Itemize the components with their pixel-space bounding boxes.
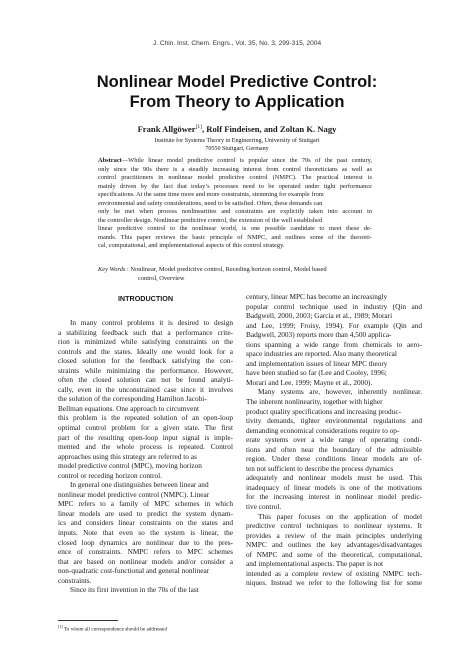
body-text-line: Bellman equations. One approach to circumvent (58, 403, 200, 413)
body-text-line: a stabilizing feedback such that a performance crite- (58, 327, 233, 337)
body-text-line: model predictive control (MPC), moving horizon (58, 461, 202, 471)
title-line-1: Nonlinear Model Predictive Control: (96, 73, 378, 91)
body-text-line: Since its first invention in the 70s of the last (70, 585, 199, 595)
body-text-line: of NMPC and some of the theoretical, computational, (246, 549, 422, 559)
body-text-line: popular control technique used in industry (Qin and (246, 301, 422, 311)
body-text-line: century, linear MPC has become an increasingly (246, 292, 388, 301)
body-text-line: Many systems are, however, inherently nonlinear. (258, 387, 422, 397)
abstract (98, 157, 372, 251)
body-text-line: erate systems over a wide range of operating condi- (246, 435, 422, 445)
body-text-line: In general one distinguishes between linear and (70, 480, 209, 490)
body-text-line: provides a review of the main principles underlying (246, 530, 422, 540)
body-text-line: and implementational aspects. The paper is not (246, 559, 384, 569)
footnote-mark: [1] (58, 624, 63, 629)
abstract-line: control practitioners in nonlinear model predictive control (NMPC). The practical interest is (98, 174, 372, 182)
paper-title (0, 72, 474, 112)
body-text-line: approaches using this strategy are referred to as (58, 451, 197, 461)
body-text-line: and Lee, 1999; Froisy, 1994). For example (Qin and (246, 320, 422, 330)
body-text-line: this problem is the repeated solution of an open-loop (58, 413, 233, 423)
body-text-line: tive control. (246, 502, 282, 512)
body-text-line: The inherent nonlinearity, together with higher (246, 397, 383, 407)
body-text-line: In many control problems it is desired to design (70, 318, 233, 327)
body-text-line: tions spanning a wide range from chemicals to aero- (246, 339, 422, 349)
body-text-line: Badgwell, 2000, 2003; García et al., 1989; Morari (246, 311, 393, 321)
body-text-line: inputs. Note that even so the system is linear, the (58, 528, 233, 538)
author-rest: , Rolf Findeisen, and Zoltan K. Nagy (202, 124, 337, 134)
affiliation-line-2: 70550 Stuttgart, Germany (205, 146, 269, 152)
abstract-line: the controller design. Nonlinear predictive control, the extension of the well established (98, 216, 323, 224)
body-text-line: ence of constraints. NMPC refers to MPC schemes (58, 547, 233, 557)
abstract-line: mands. This paper reviews the basic principle of NMPC, and outlines some of the theoreti- (98, 233, 372, 241)
body-text-line: MPC refers to a family of MPC schemes in which (58, 499, 233, 509)
body-text-line: rion is minimized while satisfying constraints on the (58, 337, 233, 347)
keywords (98, 266, 376, 283)
body-text-line: This paper focuses on the application of model (258, 511, 422, 521)
footnote-rule (58, 620, 118, 621)
body-text-line: tions and often near the boundary of the admissible (246, 444, 422, 454)
body-text-line: controls and the states. Ideally one would look for a (58, 346, 233, 356)
body-text-line: Morari and Lee, 1999; Mayne et al., 2000). (246, 377, 373, 387)
section-heading-introduction: INTRODUCTION (117, 294, 174, 303)
title-line-2: From Theory to Application (129, 93, 345, 111)
body-text-line: region. Under these conditions linear models are of- (246, 454, 422, 464)
body-text-line: inadequacy of linear models is one of the motivations (246, 482, 422, 492)
abstract-line: mainly driven by the fact that today’s processes need to be operated under tight performance (98, 182, 372, 190)
journal-citation: J. Chin. Inst. Chem. Engrs., Vol. 35, No. 3, 299-315, 2004 (152, 40, 322, 47)
body-text-line: niques. Instead we refer to the following list for some (246, 578, 422, 588)
body-text-line: intended as a complete review of existing NMPC tech- (246, 568, 422, 578)
author-list (0, 124, 474, 134)
affiliation-line-1: Institute for Systems Theory in Engineering, University of Stuttgart (154, 138, 320, 144)
abstract-line: cal, computational, and implementational aspects of this control strategy. (98, 242, 285, 250)
body-text-line: optimal control problem for a given state. The first (58, 423, 233, 433)
body-text-line: mented and the whole process is repeated. Control (58, 442, 233, 452)
body-text-line: and implementation issues of linear MPC theory (246, 358, 388, 368)
abstract-line: only be met when process nonlinearities and constraints are explicitly taken into account in (98, 208, 372, 216)
keywords-label: Key Words (98, 266, 126, 273)
author-footnote-mark: [1] (195, 124, 202, 131)
abstract-line: environmental and safety considerations, need to be satisfied. Often, these demands can (98, 199, 323, 207)
body-text-line: constraints. (58, 575, 92, 585)
affiliation (0, 137, 474, 153)
body-text-line: closed solution for the feedback satisfying the con- (58, 356, 233, 366)
keywords-line-1: : Nonlinear, Model predictive control, Receding horizon control, Model based (125, 266, 327, 273)
body-text-line: for the increasing interest in nonlinear model predic- (246, 492, 422, 502)
body-text-line: often the closed solution can not be found analyti- (58, 375, 233, 385)
author-first: Frank Allgöwer (137, 124, 196, 134)
abstract-line (98, 157, 372, 166)
body-text-line: predictive control techniques to nonlinear systems. It (246, 521, 422, 531)
body-text-line: nonlinear model predictive control (NMPC). Linear (58, 489, 210, 499)
body-text-line: adequately and nonlinear models must be used. This (246, 473, 422, 483)
body-text-line: straints while minimizing the performance. However, (58, 365, 233, 375)
abstract-line: linear predictive control to the nonlinear world, is one possible candidate to meet these de- (98, 225, 372, 233)
body-text-line: space industries are reported. Also many theoretical (246, 349, 397, 359)
body-text-line: demanding economical considerations require to op- (246, 425, 400, 435)
body-text-line: cally, even in the unconstrained case since it involves (58, 384, 233, 394)
body-text-line: that are based on nonlinear models and/or consider a (58, 556, 233, 566)
body-text-line: have been studied so far (Lee and Cooley, 1996; (246, 368, 387, 378)
body-text-line: product quality specifications and increasing produc- (246, 406, 402, 416)
abstract-label: Abstract (98, 157, 122, 164)
left-column (58, 292, 233, 595)
body-text-line: tivity demands, tighter environmental regulations and (246, 416, 422, 426)
body-text-line: control or receding horizon control. (58, 470, 162, 480)
body-text-line: non-quadratic cost-functional and general nonlinear (58, 566, 210, 576)
body-text-line: ics and considers linear constraints on the states and (58, 518, 233, 528)
body-text-line: Badgwell, 2003) reports more than 4,500 applica- (246, 330, 392, 340)
abstract-line: specifications. At the same time more and more constraints, stemming for example from (98, 191, 324, 199)
abstract-line: only since the 90s there is a steadily increasing interest from control theoreticians as well as (98, 165, 372, 173)
body-text-line: NMPC and outlines the key advantages/disadvantages (246, 540, 422, 550)
body-text-line: ten not sufficient to describe the process dynamics (246, 463, 394, 473)
footnote-text: To whom all correspondence should be addressed (62, 626, 167, 633)
keywords-line-2: control, Overview (138, 274, 185, 282)
right-column (246, 292, 422, 588)
footnote (58, 624, 167, 633)
abstract-text: —While linear model predictive control is popular since the 70s of the past century, (121, 157, 372, 164)
body-text-line: part of the resulting open-loop input signal is imple- (58, 432, 233, 442)
body-text-line: linear models are used to predict the system dynam- (58, 508, 233, 518)
body-text-line: closed loop dynamics are nonlinear due to the pres- (58, 537, 233, 547)
body-text-line: the solution of the corresponding Hamilton Jacobi- (58, 394, 207, 404)
